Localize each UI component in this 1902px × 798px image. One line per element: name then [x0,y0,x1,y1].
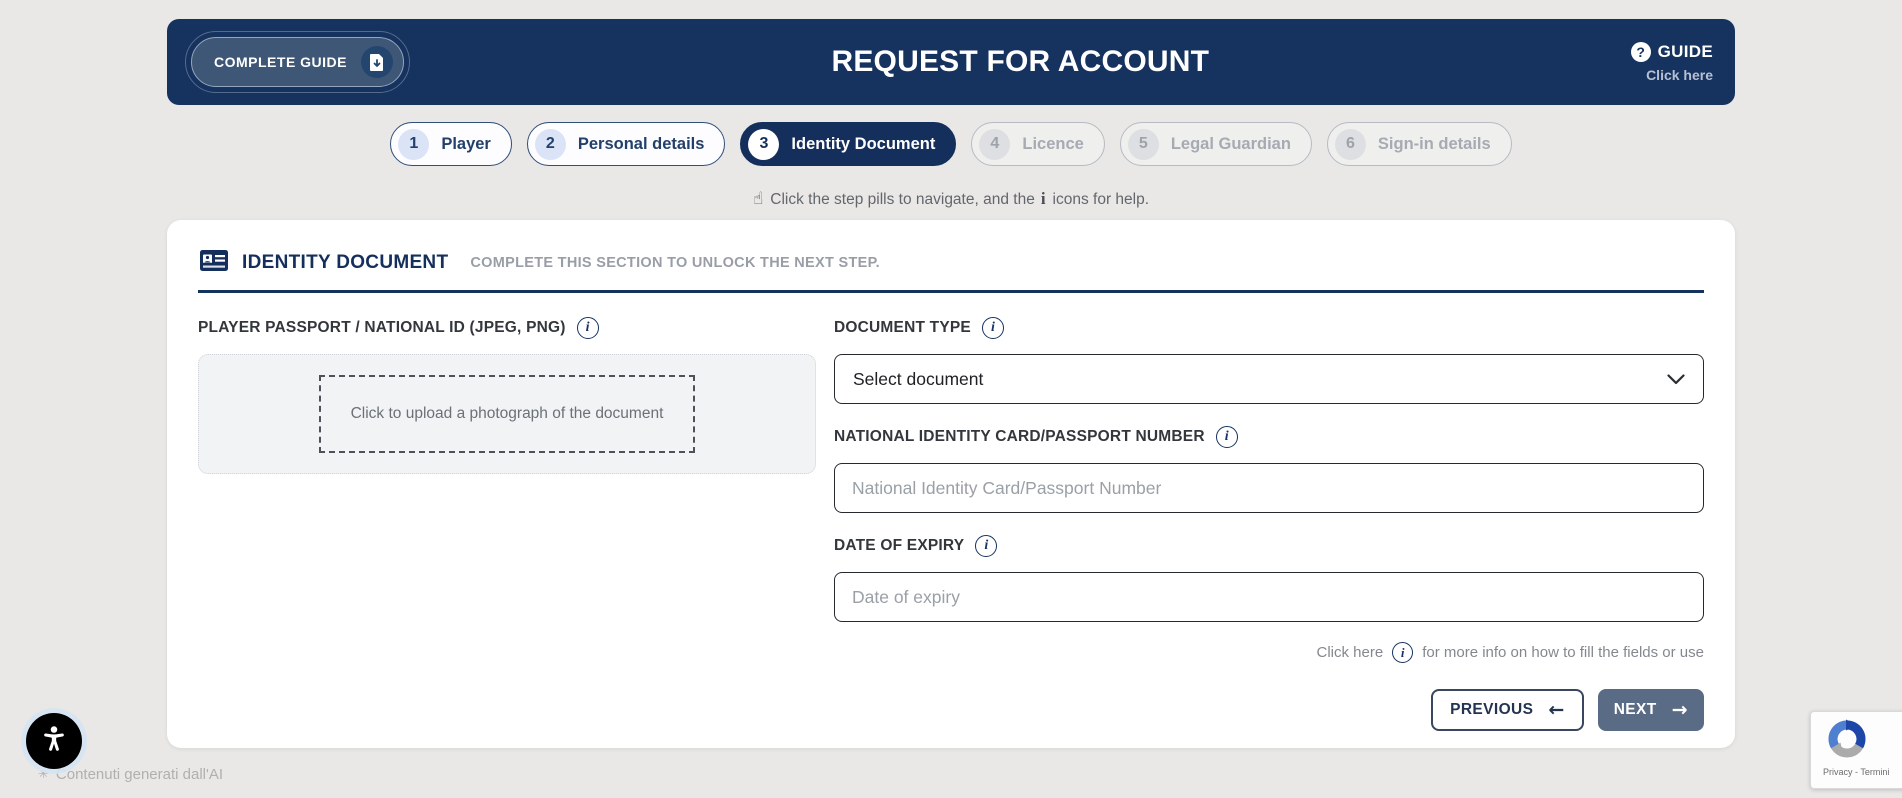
upload-label: PLAYER PASSPORT / NATIONAL ID (JPEG, PNG) [198,319,566,336]
complete-guide-label: COMPLETE GUIDE [214,54,348,70]
step-number: 2 [535,129,566,160]
chevron-down-icon [1667,369,1685,390]
step-number: 4 [979,129,1010,160]
navigation-buttons [198,689,1704,731]
step-number: 1 [398,129,429,160]
document-type-select[interactable] [834,354,1704,404]
ai-note-text: Contenuti generati dall'AI [55,766,224,783]
accessibility-icon [37,723,71,760]
document-type-label: DOCUMENT TYPE [834,319,971,336]
upload-dropzone-target[interactable] [319,375,695,453]
recaptcha-logo-icon [1827,719,1867,764]
hint-text-prefix: Click the step pills to navigate, and the [770,191,1035,208]
step-number: 5 [1128,129,1159,160]
next-button[interactable] [1598,689,1704,731]
step-label: Legal Guardian [1170,134,1291,153]
arrow-right-icon: → [1671,698,1688,721]
fields-column [834,317,1704,663]
step-pill-licence [971,122,1104,166]
next-label: NEXT [1613,701,1657,718]
ai-content-note [38,766,223,783]
step-label: Sign-in details [1377,134,1491,153]
id-number-label: NATIONAL IDENTITY CARD/PASSPORT NUMBER [834,428,1205,445]
section-header [198,246,1704,293]
accessibility-button[interactable] [26,713,82,769]
step-pill-personal-details[interactable] [527,122,726,166]
step-label: Personal details [577,134,705,153]
section-title: IDENTITY DOCUMENT [242,252,449,273]
more-info-note [834,642,1704,663]
note-info-icon[interactable]: i [1392,642,1413,663]
header-bar [167,19,1735,105]
id-number-input[interactable] [834,463,1704,513]
id-card-icon [200,250,228,276]
step-label: Player [441,134,491,153]
document-type-value: Select document [853,368,984,389]
previous-button[interactable] [1431,689,1584,731]
guide-label: GUIDE [1657,41,1713,61]
pointer-hand-icon: ☝ [752,189,764,209]
section-subtitle: COMPLETE THIS SECTION TO UNLOCK THE NEXT STEP. [470,255,881,271]
id-number-info-icon[interactable]: i [1216,426,1238,448]
upload-dropzone[interactable] [198,354,816,474]
step-label: Licence [1022,134,1084,153]
guide-click-here[interactable]: Click here [1646,66,1713,83]
complete-guide-button[interactable] [191,37,404,87]
info-icon: i [1040,189,1046,208]
question-icon: ? [1631,42,1651,62]
recaptcha-terms[interactable]: Privacy - Termini [1823,767,1890,777]
step-pill-legal-guardian [1120,122,1312,166]
step-label: Identity Document [791,134,936,153]
upload-column [198,317,816,663]
page-title: REQUEST FOR ACCOUNT [831,45,1210,78]
recaptcha-badge[interactable] [1810,711,1902,789]
expiry-input[interactable] [834,572,1704,622]
arrow-left-icon: ← [1548,698,1565,721]
note-click-here[interactable]: Click here [1316,644,1384,661]
dropzone-text: Click to upload a photograph of the document [350,405,664,422]
step-pill-identity-document[interactable] [740,122,956,166]
expiry-info-icon[interactable]: i [975,535,997,557]
complete-guide-button-ring [185,31,410,93]
hint-text-suffix: icons for help. [1052,191,1150,208]
step-pill-sign-in-details [1327,122,1512,166]
sparkle-icon: ✳ [38,767,49,782]
document-type-info-icon[interactable]: i [982,317,1004,339]
download-document-icon [361,46,393,78]
upload-info-icon[interactable]: i [577,317,599,339]
stepper [0,122,1902,166]
step-number: 6 [1335,129,1366,160]
stepper-hint [0,189,1902,209]
previous-label: PREVIOUS [1450,701,1534,718]
step-pill-player[interactable] [390,122,512,166]
form-card [167,220,1735,748]
expiry-label: DATE OF EXPIRY [834,537,965,554]
note-rest: for more info on how to fill the fields or use [1422,644,1704,661]
guide-link-block[interactable] [1631,42,1713,83]
step-number: 3 [748,129,779,160]
